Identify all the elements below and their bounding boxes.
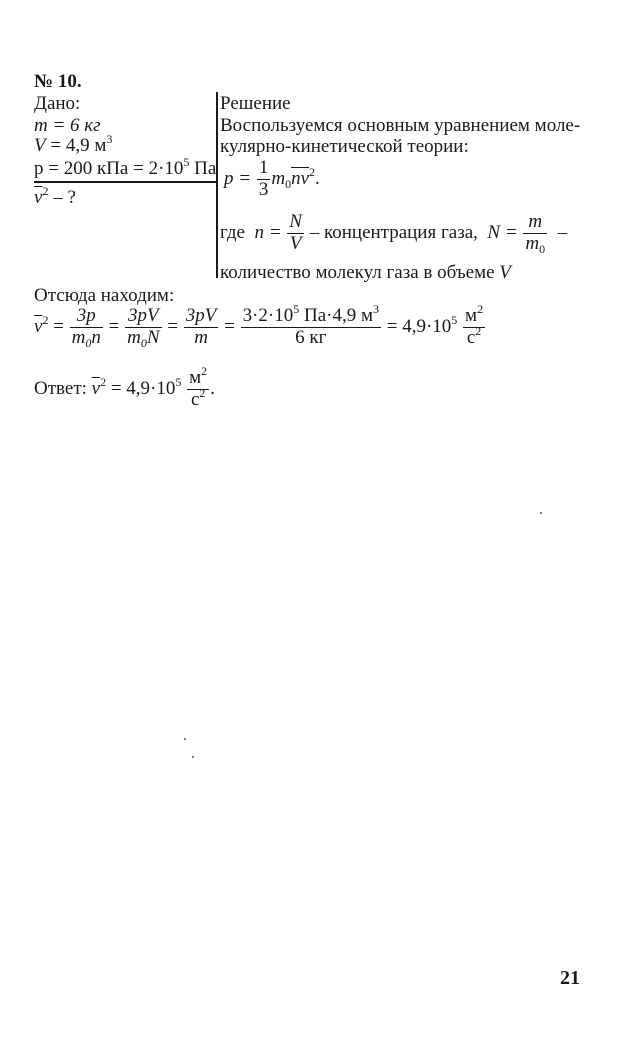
given-volume: V = 4,9 $м^3$ xyxy=(34,132,113,156)
given-divider xyxy=(34,181,216,183)
concentration-line: где n = $\frac{N}{V}$ – концентрация газа, N = $\frac{m}{m_0}$ – xyxy=(220,211,568,256)
given-label: Дано: xyxy=(34,93,81,114)
given-solution-divider xyxy=(216,92,218,278)
solution-heading: Решение xyxy=(220,93,291,114)
solution-intro-line2: кулярно-кинетической теории: xyxy=(220,136,469,157)
scan-speck xyxy=(192,756,194,758)
derivation-label: Отсюда находим: xyxy=(34,285,175,306)
given-pressure: p = 200 кПа = $2\cdot 10^5$ Па xyxy=(34,155,217,179)
molecule-count-line: количество молекул газа в объеме V xyxy=(220,262,511,283)
scan-speck xyxy=(540,512,542,514)
scan-speck xyxy=(184,738,186,740)
solution-intro-line1: Воспользуемся основным уравнением моле- xyxy=(220,115,581,136)
problem-number: № 10. xyxy=(34,71,82,92)
page-number: 21 xyxy=(560,967,580,989)
find-quantity: $\overline{v}^2$ – ? xyxy=(34,184,76,208)
derivation-equation: $\overline{v}^2$ = $\frac{3p}{m_0n}$ = $\frac{3pV}{m_0N}$ = $\frac{3pV}{m}$ = $\frac{3\cdot 2\cdot 10^5 Па\cdot 4,9 м^3}{6 кг}$ = $4,9\cdot 10^5$ $\frac{м^2}{с^2}$ xyxy=(34,302,484,350)
answer-line: Ответ: $\overline{v}^2 = 4,9\cdot 10^5$ $\frac{м^2}{с^2}$ . xyxy=(34,364,215,410)
kinetic-equation: p = $\frac{1}{3}$ $m_0\overline{nv}^2$. xyxy=(224,157,320,200)
given-mass: m = 6 кг xyxy=(34,115,101,136)
